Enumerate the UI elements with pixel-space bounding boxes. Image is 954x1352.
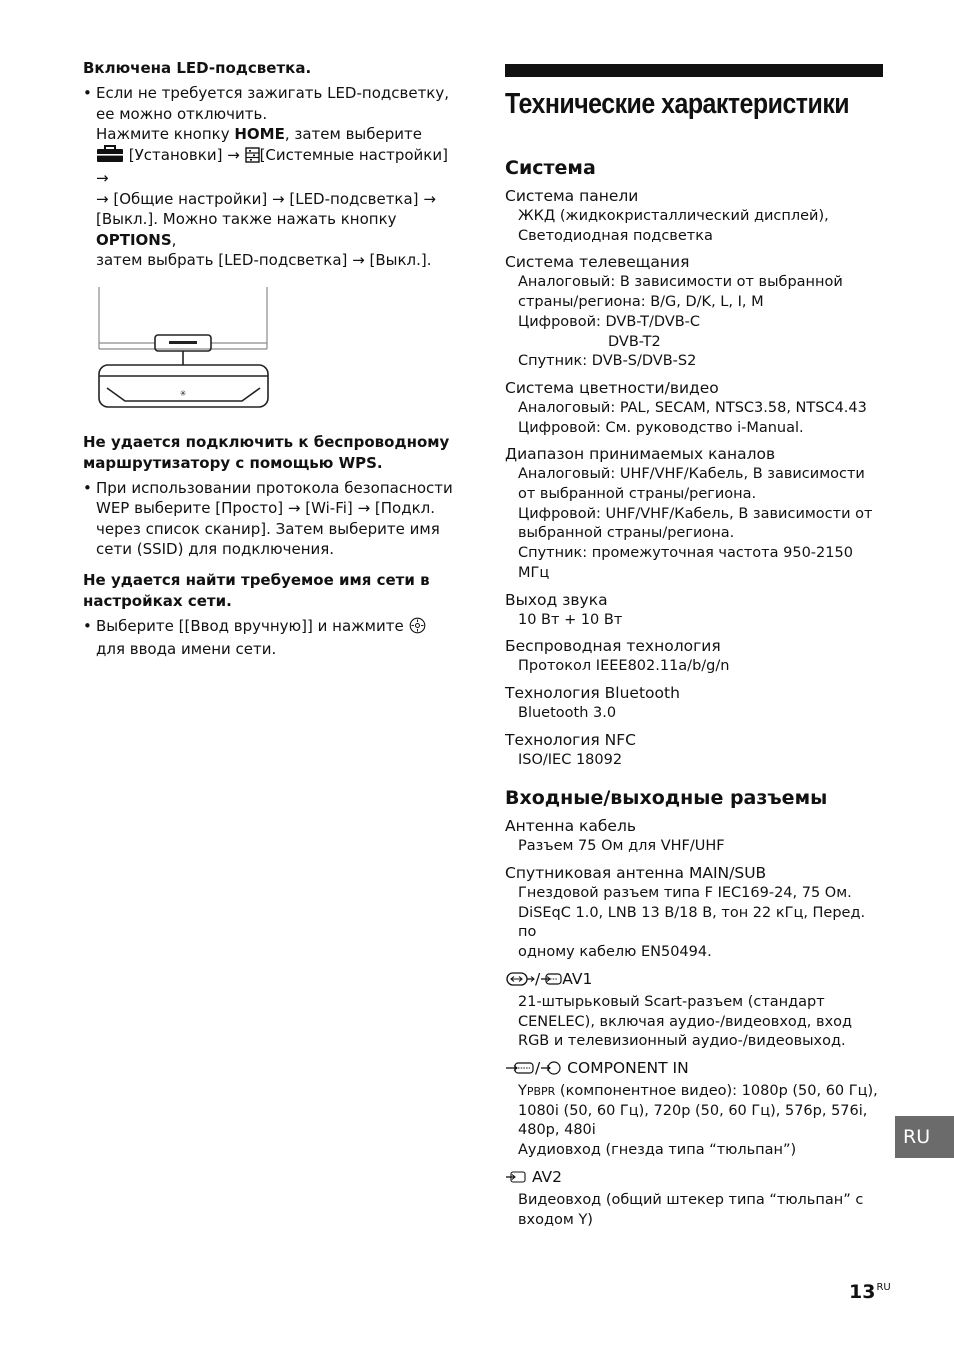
wps-bullet: [83, 478, 458, 560]
tv-bottom-drawing: [97, 287, 272, 412]
video-in-icon: [505, 1169, 527, 1190]
wps-text: • При использовании протокола безопасности WEP выберите [Просто] → [Wi-Fi] → [Подкл. через список сканир]. Затем выберите имя сети (SSID) для подключения.: [96, 478, 453, 558]
wireless-value: Протокол IEEE802.11a/b/g/n: [518, 658, 730, 675]
system-section-title: Система: [505, 157, 596, 179]
av1-value: 21-штырьковый Scart-разъем (стандарт CENELEC), включая аудио-/видеовход, вход RGB и телевизионный аудио-/видеовыход.: [518, 993, 853, 1050]
scart-inout-icon: [505, 971, 535, 992]
panel-value: ЖКД (жидкокристаллический дисплей), Светодиодная подсветка: [518, 208, 829, 244]
left-column: [83, 58, 458, 660]
satellite-label: Спутниковая антенна MAIN/SUB: [505, 864, 767, 883]
page-title: Технические характеристики: [505, 88, 850, 120]
options-key: OPTIONS: [96, 230, 172, 249]
sound-output-value: 10 Вт + 10 Вт: [518, 611, 623, 628]
network-text: • Выберите [[Ввод вручную]] и нажмите для ввода имени сети.: [96, 616, 458, 660]
nfc-value: ISO/IEC 18092: [518, 751, 623, 768]
av1-label: / AV1: [505, 969, 883, 992]
io-section-title: Входные/выходные разъемы: [505, 787, 828, 810]
right-column: [505, 64, 883, 1230]
antenna-value: Разъем 75 Ом для VHF/UHF: [518, 838, 725, 855]
color-system-label: Система цветности/видео: [505, 378, 719, 397]
title-bar: [505, 64, 883, 77]
nfc-label: Технология NFC: [505, 730, 636, 749]
bluetooth-value: Bluetooth 3.0: [518, 704, 617, 721]
color-system-value: Аналоговый: PAL, SECAM, NTSC3.58, NTSC4.43 Цифровой: См. руководство i-Manual.: [518, 399, 867, 436]
channel-range-value: Аналоговый: UHF/VHF/Кабель, В зависимости от выбранной страны/региона. Цифровой: UHF/VHF/Кабель, В зависимости от выбранной страны/региона. Спутник: промежуточная частота 950-2150 МГц: [518, 466, 873, 581]
component-in-icon: [505, 1060, 535, 1081]
av2-value: Видеовход (общий штекер типа “тюльпан” с входом Y): [518, 1191, 864, 1228]
av2-label: AV2: [505, 1167, 883, 1190]
network-heading: Не удается найти требуемое имя сети в настройках сети.: [83, 570, 430, 610]
panel-label: Система панели: [505, 187, 639, 205]
enter-button-icon: [409, 617, 426, 640]
sound-output-label: Выход звука: [505, 590, 608, 609]
scart-in-icon: [540, 971, 562, 992]
antenna-label: Антенна кабель: [505, 817, 636, 836]
led-heading: Включена LED-подсветка.: [83, 59, 312, 77]
led-star-icon: ✳: [179, 388, 187, 398]
bluetooth-label: Технология Bluetooth: [505, 683, 680, 702]
home-key: HOME: [234, 125, 285, 143]
led-text-3: [Установки] → [Системные настройки] →: [96, 145, 448, 187]
led-text-5: [Выкл.]. Можно также нажать кнопку OPTIONS,: [96, 210, 397, 249]
tv-system-label: Система телевещания: [505, 253, 690, 272]
toolbox-icon: [96, 145, 124, 169]
page-number: $13^{RU}$: [849, 1281, 891, 1303]
component-label: / COMPONENT IN: [505, 1058, 883, 1081]
led-bullet: [83, 83, 458, 271]
channel-range-label: Диапазон принимаемых каналов: [505, 445, 776, 464]
led-text-1: • Если не требуется зажигать LED-подсветку, ее можно отключить.: [96, 84, 450, 123]
tv-led-illustration: [97, 287, 272, 412]
satellite-value: Гнездовой разъем типа F IEC169-24, 75 Ом. DiSEqC 1.0, LNB 13 В/18 В, тон 22 кГц, Перед. по одному кабелю EN50494.: [518, 885, 866, 961]
network-bullet: [83, 616, 458, 660]
audio-in-icon: [540, 1060, 562, 1081]
led-text-6: затем выбрать [LED-подсветка] → [Выкл.].: [96, 251, 432, 269]
language-tab: RU: [895, 1116, 954, 1158]
led-text-4: → [Общие настройки] → [LED-подсветка] →: [96, 189, 436, 208]
component-value: YPBPR (компонентное видео): 1080p (50, 60 Гц), 1080i (50, 60 Гц), 720p (50, 60 Гц), 576p, 576i, 480p, 480i Аудиовход (гнезда типа “тюльпан”): [518, 1082, 878, 1159]
wireless-label: Беспроводная технология: [505, 637, 721, 656]
system-settings-icon: [245, 147, 260, 169]
wps-heading: Не удается подключить к беспроводному маршрутизатору с помощью WPS.: [83, 432, 450, 472]
led-text-2: Нажмите кнопку HOME, затем выберите: [96, 125, 422, 143]
tv-system-value: Аналоговый: В зависимости от выбранной страны/региона: B/G, D/K, L, I, M Цифровой: DVB-T/DVB-C DVB-T2 Спутник: DVB-S/DVB-S2: [518, 274, 843, 370]
